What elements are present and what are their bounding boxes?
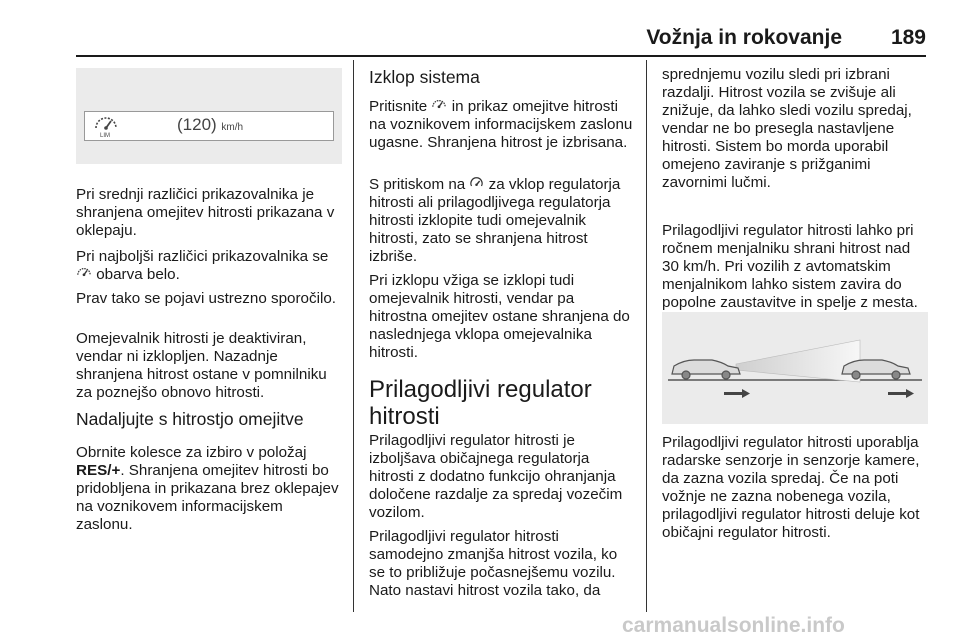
section-title: Prilagodljivi regulator hitrosti xyxy=(369,376,592,430)
middle-paragraph-4: Prilagodljivi regulator hitrosti je izboljšava običajnega regulatorja hitrosti z dodatno funkcijo ohranjanja določene razdalje za spredaj vozečim vozilom. xyxy=(369,432,623,521)
driver-info-display xyxy=(84,111,334,141)
right-paragraph-3: Prilagodljivi regulator hitrosti uporablja radarske senzorje in senzorje kamere, da zazna vozila spredaj. Če na poti vožnje ne zazna nobenega vozila, prilagodljivi regulator hitrosti deluje kot običajni regulator hitrosti. xyxy=(662,434,920,541)
middle-heading: Izklop sistema xyxy=(369,67,480,87)
page-number: 189 xyxy=(890,26,926,49)
display-illustration xyxy=(76,68,342,164)
cruise-control-icon xyxy=(469,176,484,191)
direction-arrow-left xyxy=(724,389,750,398)
speed-limiter-icon xyxy=(431,98,447,113)
own-car-icon xyxy=(672,360,740,379)
watermark: carmanualsonline.info xyxy=(622,614,845,637)
chapter-title: Vožnja in rokovanje xyxy=(646,26,842,49)
right-paragraph-1: sprednjemu vozilu sledi pri izbrani razdalji. Hitrost vozila se zvišuje ali znižuje, da lahko sledi vozilu spredaj, vendar ne bo presegla nastavljene hitrosti. Sistem bo morda uporabil omejeno zaviranje s prižganimi zavornimi lučmi. xyxy=(662,66,912,191)
stored-speed-value: (120) xyxy=(177,115,217,134)
left-paragraph-2: Pri najboljši različici prikazovalnika se obarva belo. xyxy=(76,248,329,283)
column-divider-2 xyxy=(646,60,647,612)
left-paragraph-4: Omejevalnik hitrosti je deaktiviran, vendar ni izklopljen. Nazadnje shranjena hitrost ostane v pomnilniku za poznejšo obnovo hitrosti. xyxy=(76,330,327,401)
column-divider-1 xyxy=(353,60,354,612)
speed-unit: km/h xyxy=(221,122,244,133)
page-header xyxy=(0,0,960,60)
stored-speed-readout xyxy=(177,115,243,135)
left-paragraph-1: Pri srednji različici prikazovalnika je shranjena omejitev hitrosti prikazana v oklepaju. xyxy=(76,186,335,239)
acc-illustration xyxy=(662,312,928,424)
acc-radar-diagram xyxy=(662,312,928,424)
middle-paragraph-1: Pritisnite in prikaz omejitve hitrosti na voznikovem informacijskem zaslonu ugasne. Shranjena hitrost je izbrisana. xyxy=(369,98,633,151)
res-plus-label: RES/+ xyxy=(76,462,121,479)
right-paragraph-2: Prilagodljivi regulator hitrosti lahko pri ročnem menjalniku shrani hitrost nad 30 km/h. Pri vozilih z avtomatskim menjalnikom lahko sistem zavira do popolne zaustavitve in spelje z mesta. xyxy=(662,222,918,311)
left-paragraph-3: Prav tako se pojavi ustrezno sporočilo. xyxy=(76,290,337,307)
svg-text:LIM: LIM xyxy=(100,133,111,138)
direction-arrow-right xyxy=(888,389,914,398)
middle-paragraph-2: S pritiskom na za vklop regulatorja hitrosti ali prilagodljivega regulatorja hitrosti izklopite tudi omejevalnik hitrosti, zato se shranjena hitrost izbriše. xyxy=(369,176,621,265)
speed-limiter-icon xyxy=(93,114,119,138)
middle-paragraph-3: Pri izklopu vžiga se izklopi tudi omejevalnik hitrosti, vendar pa hitrostna omejitev ostane shranjena do naslednjega vklopa omejevalnika hitrosti. xyxy=(369,272,630,361)
vehicle-ahead-icon xyxy=(842,360,910,379)
radar-beam xyxy=(736,340,860,382)
left-heading: Nadaljujte s hitrostjo omejitve xyxy=(76,409,304,429)
header-divider xyxy=(76,55,926,57)
left-paragraph-5: Obrnite kolesce za izbiro v položaj RES/+. Shranjena omejitev hitrosti bo pridobljena in prikazana brez oklepajev na voznikovem informacijskem zaslonu. xyxy=(76,444,339,533)
middle-paragraph-5: Prilagodljivi regulator hitrosti samodejno zmanjša hitrost vozila, ko se to približuje počasnejšemu vozilu. Nato nastavi hitrost vozila tako, da xyxy=(369,528,618,599)
speed-limiter-icon xyxy=(76,266,92,281)
